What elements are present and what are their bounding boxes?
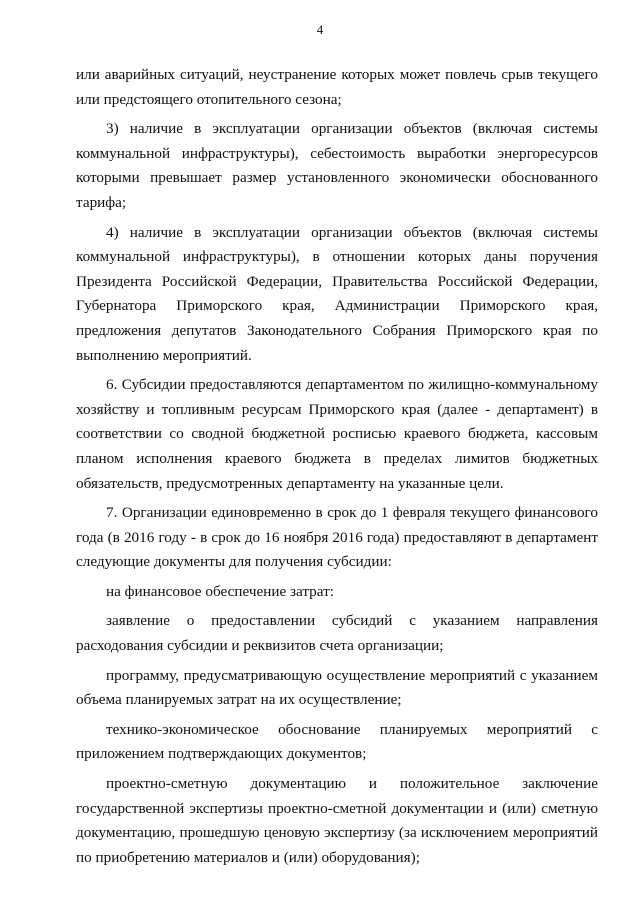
page-number: 4 [316,22,324,37]
document-body [76,63,598,875]
paragraph-application: заявление о предоставлении субсидий с указанием направления расходования субсидии и реквизитов счета организации; [76,612,598,655]
paragraph-item-4: 4) наличие в эксплуатации организации объектов (включая системы коммунальной инфраструктуры), в отношении которых даны поручения Президента Российской Федерации, Правительства Российской Федерации, Губернатора Приморского края, Администрации Приморского края, предложения депутатов Законодательного Собрания Приморского края по выполнению мероприятий. [76,223,598,364]
paragraph-feasibility: технико-экономическое обоснование планируемых мероприятий с приложением подтверждающих документов; [76,720,598,763]
paragraph-item-3: 3) наличие в эксплуатации организации объектов (включая системы коммунальной инфраструктуры), себестоимость выработки энергоресурсов которыми превышает размер установленного экономически обоснованного тарифа; [76,120,598,211]
paragraph-financial-support: на финансовое обеспечение затрат: [106,582,334,600]
paragraph-section-7: 7. Организации единовременно в срок до 1 февраля текущего финансового года (в 2016 году - в срок до 16 ноября 2016 года) предоставляют в департамент следующие документы для получения субсидии: [76,504,598,571]
paragraph-continuation: или аварийных ситуаций, неустранение которых может повлечь срыв текущего или предстоящего отопительного сезона; [76,66,598,108]
paragraph-section-6: 6. Субсидии предоставляются департаментом по жилищно-коммунальному хозяйству и топливным ресурсам Приморского края (далее - департамент) в соответствии со сводной бюджетной росписью краевого бюджета, кассовым планом исполнения краевого бюджета в пределах лимитов бюджетных обязательств, предусмотренных департаменту на указанные цели. [76,376,598,492]
paragraph-design-estimate: проектно-сметную документацию и положительное заключение государственной экспертизы проектно-сметной документации и (или) сметную документацию, прошедшую ценовую экспертизу (за исключением мероприятий по приобретению материалов и (или) оборудования); [76,775,598,866]
paragraph-program: программу, предусматривающую осуществление мероприятий с указанием объема планируемых затрат на их осуществление; [76,666,598,709]
